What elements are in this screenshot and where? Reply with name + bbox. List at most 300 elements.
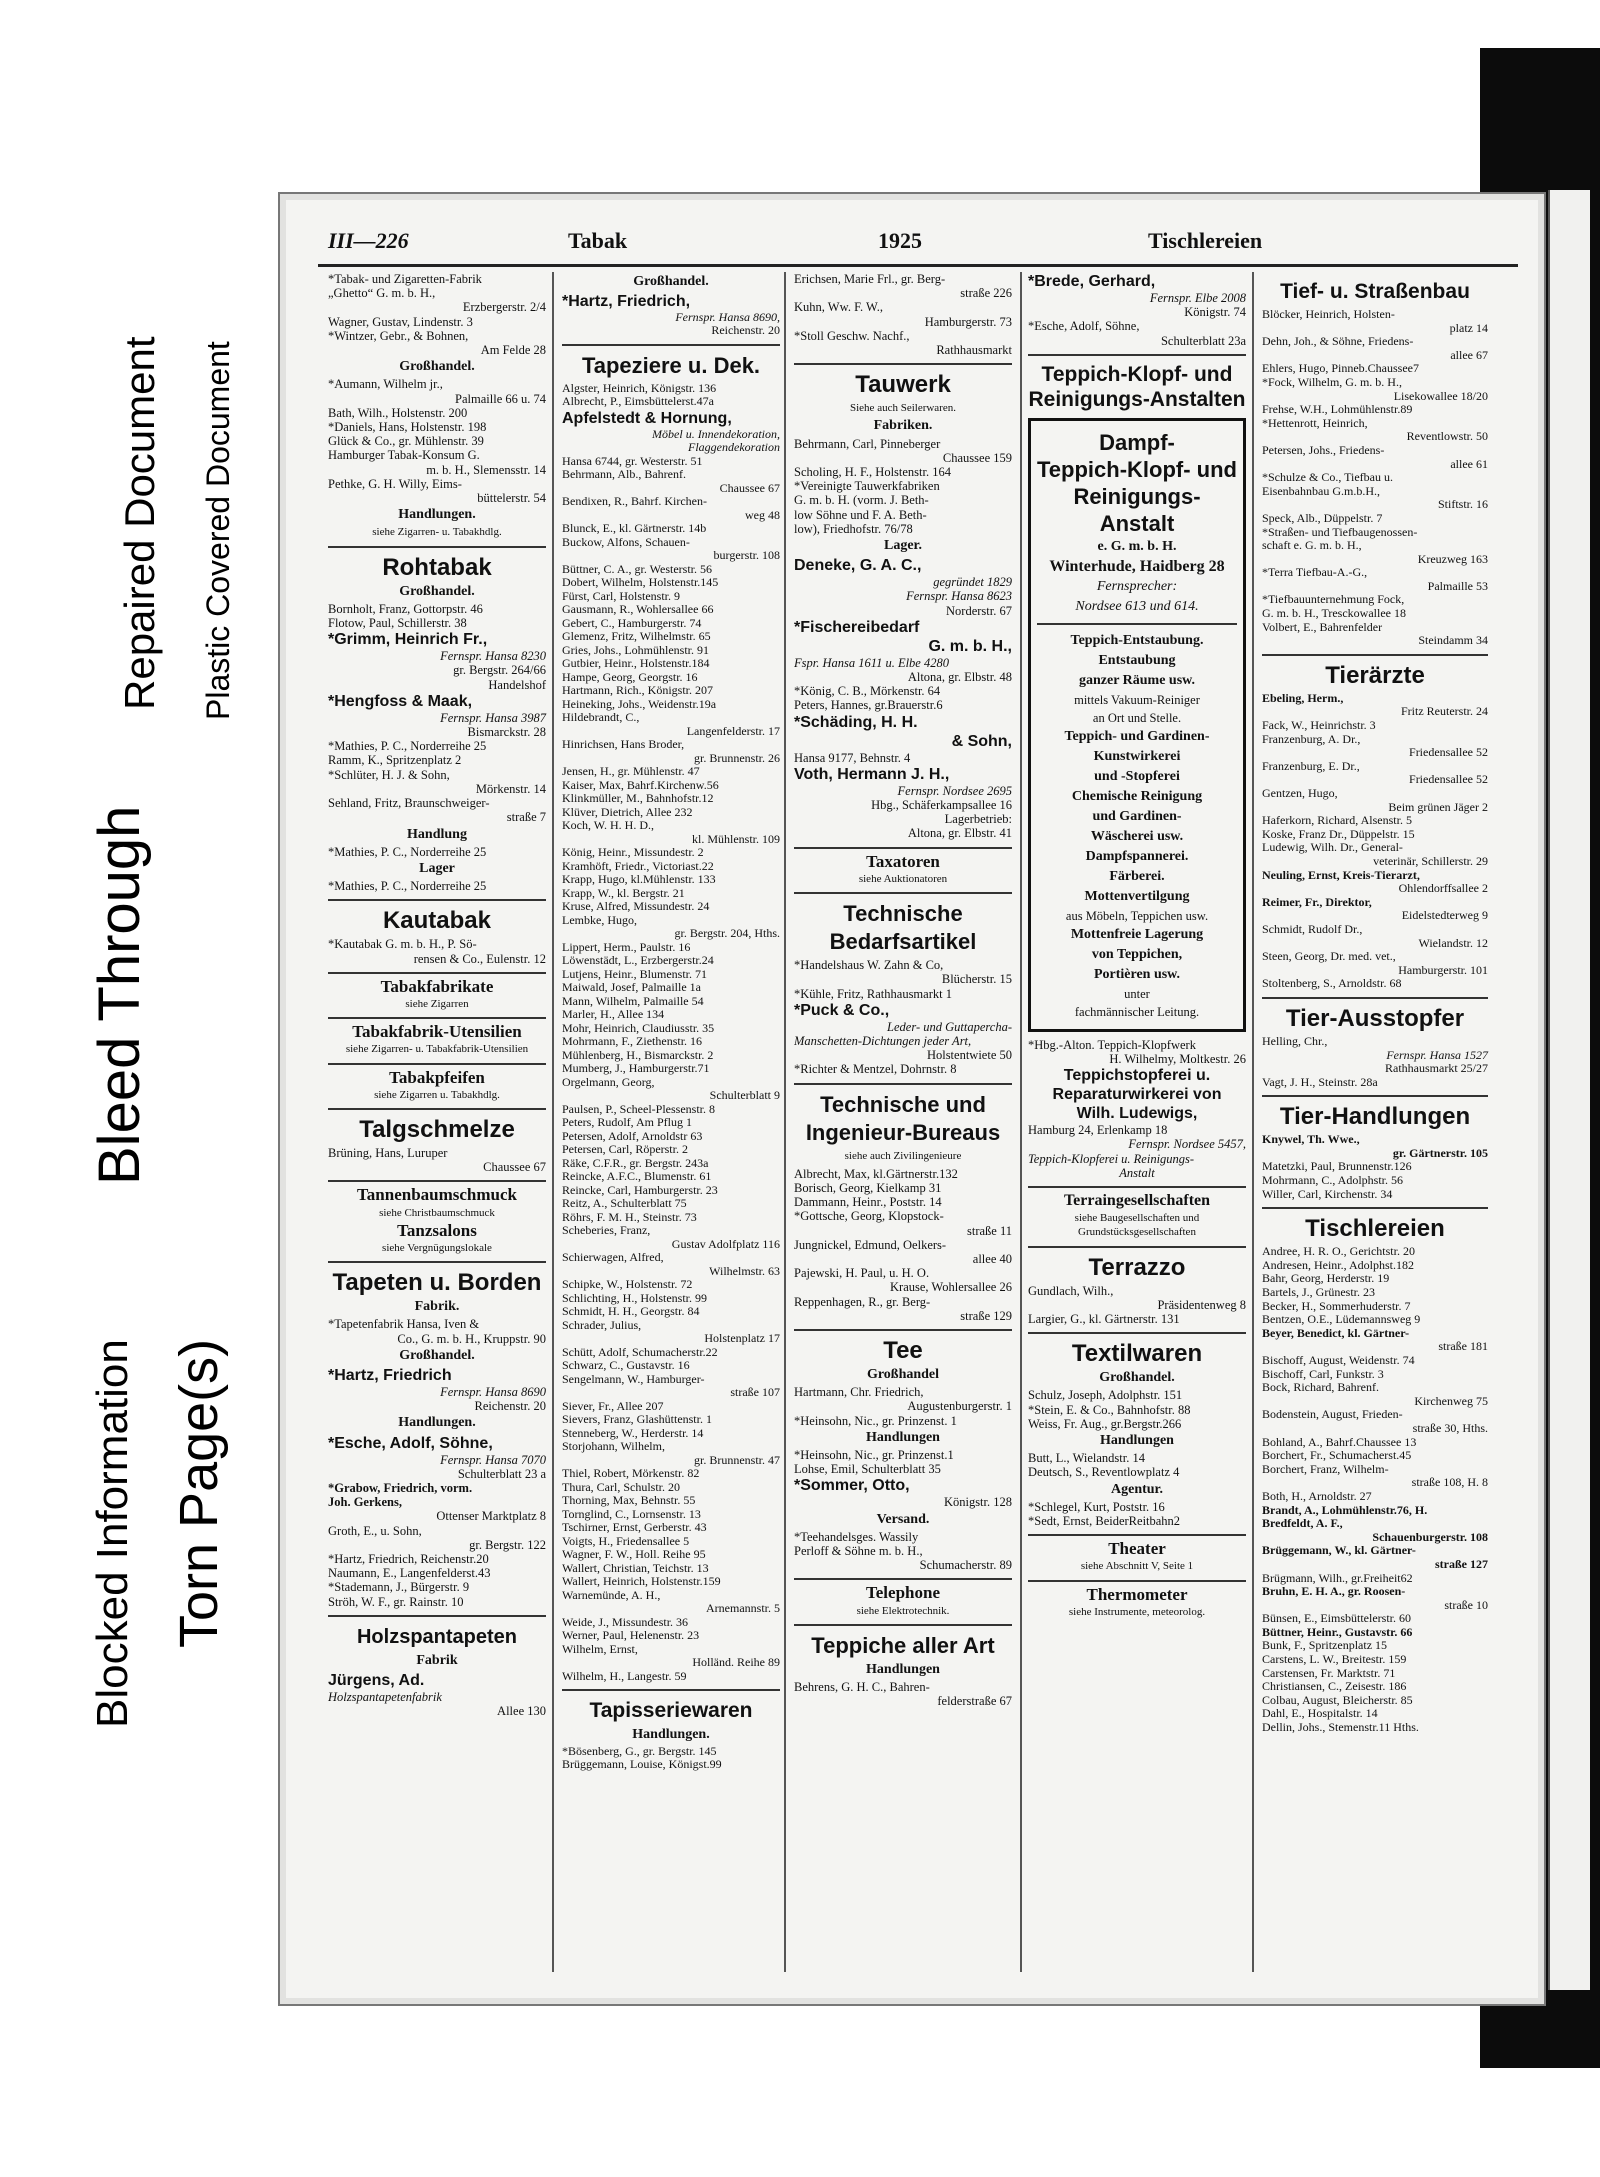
entry: Warnemünde, A. H., — [562, 1588, 661, 1602]
subheading: Handlungen — [866, 1429, 940, 1445]
ad-line: e. G. m. b. H. — [1097, 538, 1177, 554]
entry: *Fock, Wilhelm, G. m. b. H., — [1262, 375, 1402, 389]
entry: Scheberies, Franz, — [562, 1224, 651, 1237]
entry: Arnemannstr. 5 — [706, 1601, 780, 1615]
entry: Mumberg, J., Hamburgerstr.71 — [562, 1062, 710, 1075]
ad-line: Kunstwirkerei — [1093, 748, 1181, 764]
entry: Klinkmüller, M., Bahnhofstr.12 — [562, 792, 714, 805]
entry: Krapp, W., kl. Bergstr. 21 — [562, 886, 685, 900]
entry: *Hengfoss & Maak, — [328, 692, 473, 710]
entry: Wallert, Christian, Teichstr. 13 — [562, 1561, 709, 1575]
entry: schaft e. G. m. b. H., — [1262, 539, 1362, 553]
entry: Peters, Hannes, gr.Brauerstr.6 — [794, 698, 943, 713]
entry: Deneke, G. A. C., — [794, 557, 922, 575]
column-rule — [552, 272, 554, 1972]
entry: Borisch, Georg, Kielkamp 31 — [794, 1180, 942, 1195]
entry: Blöcker, Heinrich, Holsten- — [1262, 308, 1395, 321]
note: siehe Zigarren- u. Tabakhdlg. — [372, 526, 502, 539]
entry: *Puck & Co., — [794, 1001, 890, 1019]
entry: Frehse, W.H., Lohmühlenstr.89 — [1262, 403, 1413, 417]
entry: Perloff & Söhne m. b. H., — [794, 1543, 923, 1558]
entry: Peters, Rudolf, Am Pflug 1 — [562, 1116, 693, 1129]
entry: Räke, C.F.R., gr. Bergstr. 243a — [562, 1156, 709, 1170]
ad-line: Färberei. — [1109, 868, 1165, 884]
year: 1925 — [878, 228, 922, 253]
entry: Fernspr. Nordsee 5457, — [1128, 1137, 1246, 1152]
entry: Mohrmann, F., Ziethenstr. 16 — [562, 1035, 703, 1048]
entry: Tschirner, Ernst, Gerberstr. 43 — [562, 1521, 707, 1534]
entry: allee 67 — [1450, 347, 1488, 362]
section-title: Textilwaren — [1071, 1340, 1203, 1368]
entry: Jensen, H., gr. Mühlenstr. 47 — [562, 765, 700, 778]
entry: Fürst, Carl, Holstenstr. 9 — [562, 589, 681, 603]
note: siehe Christbaumschmuck — [379, 1206, 495, 1219]
entry: Mörkenstr. 14 — [475, 781, 546, 796]
subheading: Handlung — [407, 826, 467, 842]
entry: Stenneberg, W., Herderstr. 14 — [562, 1426, 704, 1440]
entry: Jürgens, Ad. — [328, 1672, 425, 1690]
ad-line: Chemische Reinigung — [1071, 788, 1203, 804]
entry: Willer, Carl, Kirchenstr. 34 — [1262, 1187, 1393, 1201]
entry: Naumann, E., Langenfelderst.43 — [328, 1566, 491, 1581]
entry: gr. Bergstr. 204, Hths. — [674, 926, 780, 940]
section-title: Tannenbaumschmuck — [357, 1185, 517, 1205]
entry: Schulterblatt 9 — [709, 1088, 780, 1102]
entry: *Richter & Mentzel, Dohrnstr. 8 — [794, 1062, 957, 1077]
section-right: Tischlereien — [1148, 228, 1263, 253]
column-5 — [1262, 272, 1488, 1735]
entry: *Heinsohn, Nic., gr. Prinzenst.1 — [794, 1447, 954, 1462]
divider — [1262, 1207, 1488, 1209]
entry: Anstalt — [1119, 1165, 1155, 1180]
entry: Koch, W. H. H. D., — [562, 819, 654, 832]
entry: Holstentwiete 50 — [926, 1048, 1012, 1063]
entry: Eidelstedterweg 9 — [1401, 908, 1488, 923]
entry: Löwenstädt, L., Erzbergerstr.24 — [562, 954, 714, 967]
entry: weg 48 — [745, 507, 780, 522]
ad-line: Entstaubung — [1098, 652, 1176, 668]
section-title: Technische und Ingenieur-Bureaus — [805, 1091, 1001, 1145]
entry: Christiansen, C., Zeisestr. 186 — [1262, 1680, 1407, 1694]
section-title: Teppich-Klopf- und Reinigungs-Anstalten — [1028, 362, 1246, 411]
entry: Fernspr. Hansa 7070 — [440, 1452, 546, 1467]
entry: burgerstr. 108 — [713, 548, 780, 562]
section-title: Kautabak — [382, 907, 492, 935]
entry: Bentzen, O.E., Lüdemannsweg 9 — [1262, 1313, 1421, 1327]
entry: Mann, Wilhelm, Palmaille 54 — [562, 994, 704, 1008]
entry: *Tabak- und Zigaretten-Fabrik — [328, 272, 482, 286]
label-repaired-document: Repaired Document — [116, 336, 163, 710]
entry: Ottenser Marktplatz 8 — [436, 1509, 546, 1524]
entry: Friedensallee 52 — [1409, 772, 1488, 787]
entry: Kaiser, Max, Bahrf.Kirchenw.56 — [562, 778, 719, 792]
ad-line: ganzer Räume usw. — [1078, 672, 1196, 688]
entry: Schulterblatt 23a — [1160, 333, 1246, 348]
divider — [328, 1615, 546, 1617]
entry: Colbau, August, Bleicherstr. 85 — [1262, 1693, 1413, 1707]
divider — [794, 892, 1012, 894]
entry: Sehland, Fritz, Braunschweiger- — [328, 796, 490, 811]
entry: Franzenburg, A. Dr., — [1262, 732, 1361, 746]
subheading: Großhandel. — [633, 274, 709, 289]
entry: G. m. b. H., Tresckowallee 18 — [1262, 607, 1406, 621]
divider — [328, 1063, 546, 1065]
entry: Holstenplatz 17 — [704, 1331, 780, 1345]
entry: Sievers, Franz, Glashüttenstr. 1 — [562, 1413, 712, 1426]
entry: Reppenhagen, R., gr. Berg- — [794, 1294, 931, 1309]
entry: Mohr, Heinrich, Claudiusstr. 35 — [562, 1021, 715, 1035]
entry: Palmaille 66 u. 74 — [455, 391, 546, 406]
subheading: Lager — [419, 860, 455, 876]
entry: Kruse, Alfred, Missundestr. 24 — [562, 900, 710, 913]
entry: Gries, Johs., Lohmühlenstr. 91 — [562, 643, 709, 657]
entry: Algster, Heinrich, Königstr. 136 — [562, 381, 717, 395]
entry: Fernspr. Elbe 2008 — [1149, 291, 1246, 305]
ad-line: Portièren usw. — [1093, 966, 1181, 982]
entry: Bismarckstr. 28 — [467, 725, 546, 740]
entry: Brügmann, Wilh., gr.Freiheit62 — [1262, 1571, 1413, 1585]
entry: Fack, W., Heinrichstr. 3 — [1262, 719, 1376, 733]
entry: Reventlowstr. 50 — [1406, 429, 1488, 444]
entry: Hartmann, Chr. Friedrich, — [794, 1385, 924, 1400]
entry: *Schäding, H. H. — [794, 713, 918, 731]
entry: gr. Bergstr. 264/66 — [453, 663, 546, 678]
entry: Glemenz, Fritz, Wilhelmstr. 65 — [562, 630, 711, 643]
divider — [1262, 997, 1488, 999]
subheading: Fabriken. — [873, 418, 933, 434]
entry: m. b. H., Slemensstr. 14 — [426, 462, 546, 477]
section-title: Terrazzo — [1088, 1253, 1186, 1281]
entry: Teppich-Klopferei u. Reinigungs- — [1028, 1151, 1195, 1166]
entry: Thorning, Max, Behnstr. 55 — [562, 1494, 696, 1507]
entry: Schulterblatt 23 a — [457, 1466, 546, 1481]
entry: Both, H., Arnoldstr. 27 — [1262, 1489, 1372, 1503]
entry: Dammann, Heinr., Poststr. 14 — [794, 1195, 942, 1210]
entry: Reichenstr. 20 — [474, 1399, 546, 1414]
entry: Schütt, Adolf, Schumacherstr.22 — [562, 1345, 718, 1359]
ad-line: Teppich-Entstaubung. — [1070, 632, 1204, 648]
ad-line: Teppich-Klopf- und — [1037, 456, 1237, 482]
entry: Andree, H. R. O., Gerichtstr. 20 — [1262, 1245, 1415, 1259]
entry: straße 7 — [506, 810, 546, 825]
entry: Neuling, Ernst, Kreis-Tierarzt, — [1262, 868, 1420, 882]
entry: low), Friedhofstr. 76/78 — [794, 521, 913, 536]
entry: *Mathies, P. C., Norderreihe 25 — [328, 879, 487, 894]
entry: Kreuzweg 163 — [1417, 551, 1488, 566]
entry: Ohlendorffsallee 2 — [1398, 881, 1488, 896]
note: siehe Vergnügungslokale — [382, 1241, 492, 1254]
subheading: Handlungen. — [398, 507, 476, 523]
note: siehe Zigarren- u. Tabakfabrik-Utensilien — [345, 1043, 529, 1056]
entry: Heineking, Johs., Weidenstr.19a — [562, 697, 717, 711]
entry: Weide, J., Missundestr. 36 — [562, 1615, 689, 1629]
entry: *Mathies, P. C., Norderreihe 25 — [328, 844, 487, 859]
entry: *Grabow, Friedrich, vorm. — [328, 1480, 473, 1495]
entry: büttelerstr. 54 — [477, 491, 546, 506]
entry: Chaussee 67 — [719, 480, 780, 495]
subheading: Handlungen. — [632, 1727, 710, 1742]
entry: Langenfelderstr. 17 — [686, 723, 780, 738]
entry: Fernspr. Hansa 8690, — [675, 309, 780, 324]
divider — [1028, 1186, 1246, 1188]
entry: Matetzki, Paul, Brunnenstr.126 — [1262, 1160, 1412, 1174]
entry: Ramm, K., Spritzenplatz 2 — [328, 753, 462, 768]
entry: Orgelmann, Georg, — [562, 1075, 655, 1089]
entry: Wilhelm, H., Langestr. 59 — [562, 1669, 687, 1683]
entry: *Mathies, P. C., Norderreihe 25 — [328, 739, 487, 754]
entry: Thura, Carl, Schulstr. 20 — [562, 1480, 680, 1494]
entry: Bünsen, E., Eimsbüttelerstr. 60 — [1262, 1612, 1411, 1626]
entry: Speck, Alb., Düppelstr. 7 — [1262, 511, 1383, 525]
entry: Reincke, A.F.C., Blumenstr. 61 — [562, 1170, 712, 1183]
section-title: Tapeziere u. Dek. — [581, 352, 761, 378]
entry: Brüning, Hans, Luruper — [328, 1145, 448, 1160]
ad-line: Fernsprecher: — [1096, 578, 1178, 594]
entry: Reitz, A., Schulterblatt 75 — [562, 1197, 687, 1210]
entry: Lagerbetrieb: — [944, 812, 1012, 827]
entry: Vagt, J. H., Steinstr. 28a — [1262, 1075, 1378, 1089]
label-torn-pages: Torn Page(s) — [169, 1338, 229, 1648]
entry: Fernspr. Nordsee 2695 — [897, 783, 1012, 798]
entry: Altona, gr. Elbstr. 41 — [907, 826, 1012, 841]
entry: allee 61 — [1450, 456, 1488, 471]
entry: Apfelstedt & Hornung, — [562, 409, 732, 427]
subheading: Agentur. — [1111, 1481, 1163, 1497]
subheading: Handlungen — [1100, 1433, 1174, 1449]
divider — [1028, 354, 1246, 356]
entry: Eisenbahnbau G.m.b.H., — [1262, 484, 1380, 498]
entry: Gutbier, Heinr., Holstenstr.184 — [562, 657, 710, 670]
entry: gr. Brunnenstr. 26 — [694, 750, 780, 765]
entry: Hamburgerstr. 101 — [1398, 962, 1488, 977]
divider — [328, 1017, 546, 1019]
entry: *Stoll Geschw. Nachf., — [794, 328, 910, 343]
entry: Kirchenweg 75 — [1414, 1393, 1488, 1408]
entry: *Sommer, Otto, — [794, 1477, 910, 1495]
entry: Präsidentenweg 8 — [1157, 1297, 1246, 1312]
entry: Lippert, Herm., Paulstr. 16 — [562, 940, 691, 954]
ad-line: und Gardinen- — [1092, 808, 1182, 824]
entry: Altona, gr. Elbstr. 48 — [907, 670, 1012, 685]
divider — [328, 899, 546, 901]
entry: Wilhelm, Ernst, — [562, 1642, 638, 1656]
entry: *Hbg.-Alton. Teppich-Klopfwerk — [1028, 1037, 1196, 1052]
entry: *Kautabak G. m. b. H., P. Sö- — [328, 937, 477, 952]
entry: Reimer, Fr., Direktor, — [1262, 895, 1372, 909]
entry: Fernspr. Hansa 3987 — [440, 710, 546, 725]
entry: Kramhöft, Friedr., Victoriast.22 — [562, 859, 714, 873]
section-title: Tabakfabrik-Utensilien — [352, 1022, 522, 1042]
entry: *Vereinigte Tauwerkfabriken — [794, 479, 940, 494]
entry: gr. Brunnenstr. 47 — [694, 1452, 780, 1467]
entry: Augustenburgerstr. 1 — [907, 1399, 1012, 1414]
entry: Albrecht, P., Eimsbüttelerst.47a — [562, 395, 714, 408]
divider — [1028, 1246, 1246, 1248]
divider — [1028, 1332, 1246, 1334]
entry: *Hartz, Friedrich, Reichenstr.20 — [328, 1552, 489, 1566]
entry: *Tiefbauunternehmung Fock, — [1262, 593, 1405, 607]
divider — [794, 847, 1012, 849]
entry: *Stademann, J., Bürgerstr. 9 — [328, 1580, 470, 1595]
divider — [794, 1578, 1012, 1580]
entry: Hartmann, Rich., Königstr. 207 — [562, 684, 713, 697]
entry: *Brede, Gerhard, — [1028, 273, 1156, 290]
section-title: Tapeten u. Borden — [332, 1269, 542, 1297]
entry: Weiss, Fr. Aug., gr.Bergstr.266 — [1028, 1416, 1182, 1431]
entry: Gustav Adolfplatz 116 — [671, 1236, 780, 1251]
entry: Schauenburgerstr. 108 — [1372, 1529, 1488, 1544]
divider — [328, 1261, 546, 1263]
entry: Schipke, W., Holstenstr. 72 — [562, 1278, 693, 1291]
entry: rensen & Co., Eulenstr. 12 — [413, 951, 546, 966]
label-blocked-information: Blocked Information — [88, 1339, 137, 1728]
divider — [1028, 1580, 1246, 1582]
entry: Groth, E., u. Sohn, — [328, 1523, 422, 1538]
entry: straße 107 — [730, 1385, 780, 1399]
entry: Wagner, Gustav, Lindenstr. 3 — [328, 314, 473, 329]
entry: *Esche, Adolf, Söhne, — [328, 1434, 493, 1452]
entry: Carstensen, Fr. Marktstr. 71 — [1262, 1666, 1396, 1680]
entry: Schlichting, H., Holstenstr. 99 — [562, 1291, 707, 1305]
section-title: Rohtabak — [382, 553, 492, 581]
entry: *Handelshaus W. Zahn & Co, — [794, 958, 944, 973]
section-title: Tierärzte — [1325, 661, 1425, 689]
entry: Holländ. Reihe 89 — [692, 1655, 780, 1669]
entry: gr. Bergstr. 122 — [469, 1537, 546, 1552]
entry: *Teehandelsges. Wassily — [794, 1529, 919, 1544]
entry: Voigts, H., Friedensallee 5 — [562, 1534, 690, 1548]
entry: *Schlüter, H. J. & Sohn, — [328, 767, 450, 782]
page-header — [318, 228, 1518, 267]
section-title: Theater — [1108, 1539, 1166, 1559]
entry: Wielandstr. 12 — [1418, 935, 1488, 950]
entry: *Daniels, Hans, Holstenstr. 198 — [328, 420, 487, 435]
divider — [1037, 623, 1237, 625]
entry: Schmidt, Rudolf Dr., — [1262, 922, 1363, 936]
entry: Becker, H., Sommerhuderstr. 7 — [1262, 1299, 1411, 1313]
entry: Gentzen, Hugo, — [1262, 787, 1338, 800]
entry: gr. Gärtnerstr. 105 — [1392, 1145, 1488, 1160]
entry: Behrens, G. H. C., Bahren- — [794, 1680, 930, 1694]
subheading: Handlungen. — [398, 1415, 476, 1431]
entry: Blunck, E., kl. Gärtnerstr. 14b — [562, 522, 707, 535]
divider — [794, 363, 1012, 365]
divider — [328, 972, 546, 974]
entry: *Sedt, Ernst, BeiderReitbahn2 — [1028, 1514, 1181, 1529]
divider — [1028, 1534, 1246, 1536]
ad-line: unter — [1124, 986, 1150, 1001]
entry: Fernspr. Hansa 8230 — [440, 649, 546, 664]
entry: Fspr. Hansa 1611 u. Elbe 4280 — [794, 655, 949, 670]
note: siehe Instrumente, meteorolog. — [1068, 1605, 1206, 1618]
entry: Schrader, Julius, — [562, 1318, 642, 1332]
entry: H. Wilhelmy, Moltkestr. 26 — [1109, 1052, 1246, 1067]
entry: *Schlegel, Kurt, Poststr. 16 — [1028, 1499, 1165, 1514]
entry: Mohrmann, C., Adolphstr. 56 — [1262, 1174, 1404, 1188]
entry: Blücherstr. 15 — [941, 972, 1012, 987]
divider — [328, 546, 546, 548]
entry: Voth, Hermann J. H., — [794, 765, 950, 783]
ad-line: aus Möbeln, Teppichen usw. — [1065, 908, 1209, 923]
divider — [328, 1108, 546, 1110]
entry: Bath, Wilh., Holstenstr. 200 — [328, 405, 468, 420]
entry: Lutjens, Heinr., Blumenstr. 71 — [562, 967, 707, 981]
entry: *König, C. B., Mörkenstr. 64 — [794, 684, 941, 699]
entry: Klüver, Dietrich, Allee 232 — [562, 805, 693, 819]
entry: *Fischereibedarf — [794, 618, 920, 636]
entry: Borchert, Fr., Schumacherst.45 — [1262, 1449, 1412, 1463]
divider — [562, 344, 780, 346]
entry: Holzspantapetenfabrik — [328, 1690, 442, 1705]
entry: Bruhn, E. H. A., gr. Roosen- — [1262, 1585, 1406, 1599]
note: siehe Auktionatoren — [858, 872, 948, 885]
entry: Lembke, Hugo, — [562, 913, 637, 927]
page-number: III—226 — [328, 228, 409, 253]
entry: Bock, Richard, Bahrenf. — [1262, 1381, 1379, 1395]
entry: König, Heinr., Missundestr. 2 — [562, 846, 704, 859]
entry: platz 14 — [1449, 320, 1488, 335]
entry: Bohland, A., Bahrf.Chaussee 13 — [1262, 1435, 1417, 1449]
entry: *Tapetenfabrik Hansa, Iven & — [328, 1317, 480, 1332]
entry: *Schulze & Co., Tiefbau u. — [1262, 471, 1393, 485]
entry: Flaggendekoration — [688, 440, 780, 454]
section-title: Tier-Ausstopfer — [1285, 1004, 1465, 1032]
entry: *Bösenberg, G., gr. Bergstr. 145 — [562, 1744, 717, 1758]
entry: Hbg., Schäferkampsallee 16 — [871, 798, 1012, 813]
ad-line: Nordsee 613 und 614. — [1075, 598, 1199, 614]
entry: Hamburger Tabak-Konsum G. — [328, 448, 480, 463]
entry: Marler, H., Allee 134 — [562, 1008, 665, 1021]
entry: Reincke, Carl, Hamburgerstr. 23 — [562, 1183, 718, 1197]
entry: Jungnickel, Edmund, Oelkers- — [794, 1237, 947, 1252]
entry: Pajewski, H. Paul, u. H. O. — [794, 1266, 930, 1281]
ad-line: Teppich- und Gardinen- — [1064, 728, 1210, 744]
entry: Hansa 6744, gr. Westerstr. 51 — [562, 454, 703, 468]
entry: Fernspr. Hansa 1527 — [1386, 1047, 1488, 1062]
entry: Glück & Co., gr. Mühlenstr. 39 — [328, 434, 484, 449]
entry: Stiftstr. 16 — [1437, 497, 1488, 512]
column-rule — [1020, 272, 1022, 1972]
entry: *Hartz, Friedrich, — [562, 292, 691, 310]
entry: Petersen, Carl, Röperstr. 2 — [562, 1143, 688, 1156]
entry: Hamburg 24, Erlenkamp 18 — [1028, 1123, 1168, 1138]
entry: Norderstr. 67 — [946, 603, 1012, 618]
note: siehe auch Zivilingenieure — [844, 1149, 962, 1162]
column-rule — [1252, 272, 1254, 1972]
entry: Teppichstopferei u. — [1063, 1067, 1211, 1085]
entry: Hildebrandt, C., — [562, 711, 640, 724]
entry: Büttner, C. A., gr. Westerstr. 56 — [562, 562, 712, 576]
entry: Petersen, Johs., Friedens- — [1262, 443, 1385, 457]
entry: Am Felde 28 — [480, 343, 546, 358]
column-1 — [328, 272, 546, 1718]
entry: Ströh, W. F., gr. Rainstr. 10 — [328, 1594, 464, 1609]
subheading: Versand. — [876, 1511, 930, 1527]
entry: *Heinsohn, Nic., gr. Prinzenst. 1 — [794, 1413, 957, 1428]
section-title: Telephone — [865, 1583, 940, 1603]
entry: Hampe, Georg, Georgstr. 16 — [562, 670, 698, 684]
section-title: Teppiche aller Art — [811, 1632, 995, 1658]
entry: Storjohann, Wilhelm, — [562, 1440, 665, 1453]
subheading: Großhandel — [866, 1366, 940, 1382]
entry: straße 10 — [1444, 1597, 1488, 1612]
column-2 — [562, 272, 780, 1772]
entry: Dellin, Johs., Stemenstr.11 Hths. — [1262, 1721, 1419, 1735]
entry: Bunk, F., Spritzenplatz 15 — [1262, 1639, 1388, 1653]
entry: Bahr, Georg, Herderstr. 19 — [1262, 1272, 1390, 1286]
entry: Andresen, Heinr., Adolphst.182 — [1262, 1258, 1414, 1272]
entry: Chaussee 67 — [483, 1160, 546, 1175]
